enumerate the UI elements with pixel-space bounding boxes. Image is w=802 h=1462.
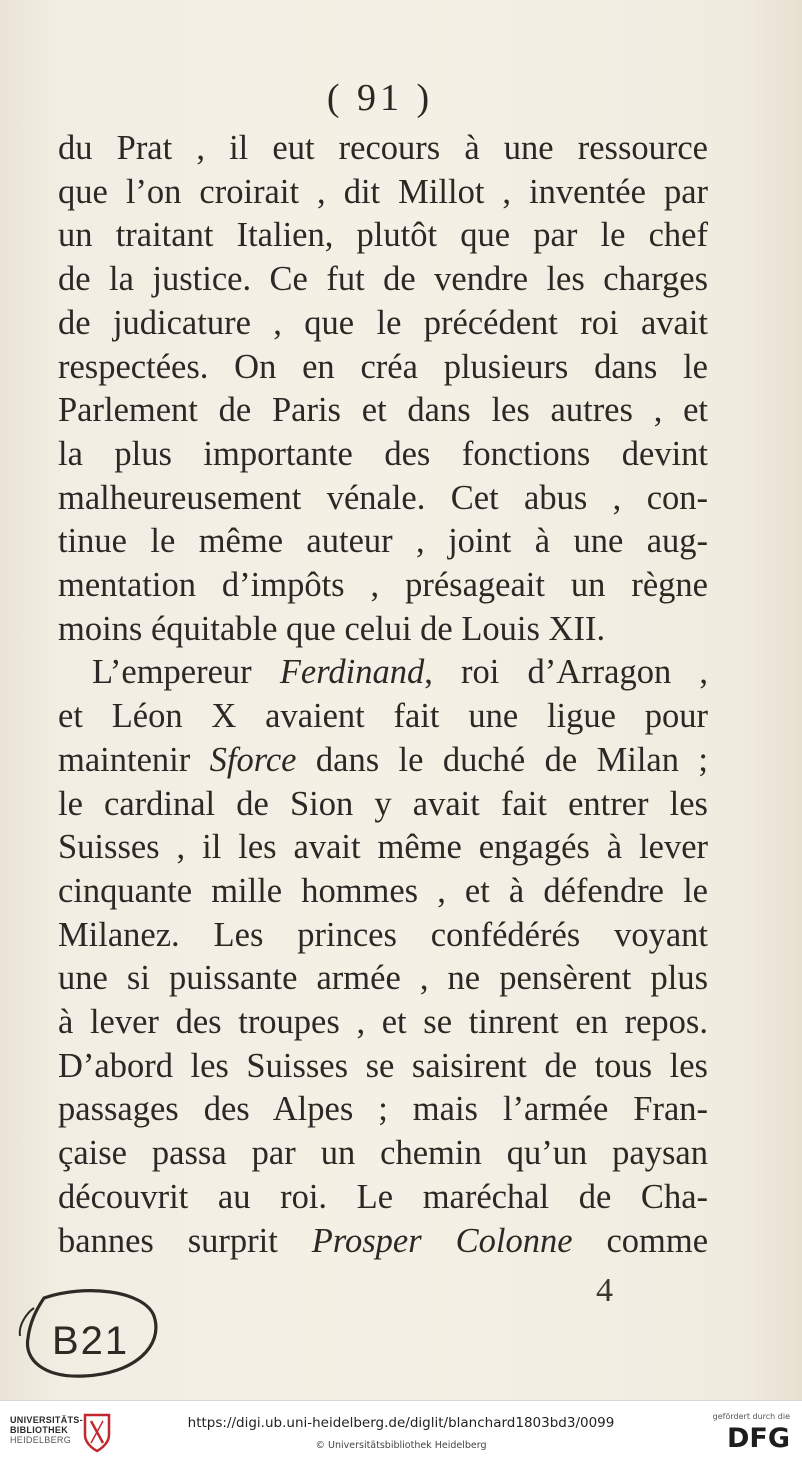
text-line: [58, 1220, 708, 1264]
text-segment: que l’on croirait , dit Millot , inventée par: [58, 172, 708, 211]
text-segment: moins équitable que celui de Louis XII.: [58, 609, 606, 648]
italic-name: Prosper Colonne: [311, 1221, 573, 1260]
funding-note: gefördert durch die: [712, 1412, 790, 1421]
text-segment: comme: [572, 1221, 709, 1260]
text-line: [58, 826, 708, 870]
text-line: [58, 564, 708, 608]
stamp-text: B21: [52, 1319, 130, 1363]
text-line: [58, 127, 708, 171]
text-segment: mentation d’impôts , présageait un règne: [58, 566, 708, 605]
text-line: [58, 302, 708, 346]
text-line: [58, 389, 708, 433]
text-line: [58, 695, 708, 739]
text-segment: , roi d’Arragon ,: [424, 653, 708, 692]
text-line: [58, 783, 708, 827]
text-segment: respectées. On en créa plusieurs dans le: [58, 347, 708, 386]
text-segment: découvrit au roi. Le maréchal de Cha-: [58, 1177, 708, 1216]
text-line: [58, 520, 708, 564]
text-line: [58, 1088, 708, 1132]
library-stamp: [14, 1286, 174, 1382]
viewer-footer: [0, 1400, 802, 1462]
text-line: [58, 477, 708, 521]
text-segment: Milanez. Les princes confédérés voyant: [58, 915, 708, 954]
text-line: [58, 651, 708, 695]
text-segment: Suisses , il les avait même engagés à lever: [58, 828, 708, 867]
text-line: [58, 433, 708, 477]
text-line: [58, 346, 708, 390]
text-line: [58, 171, 708, 215]
copyright-notice: © Universitätsbibliothek Heidelberg: [315, 1440, 487, 1451]
text-line: [58, 957, 708, 1001]
text-segment: bannes surprit: [58, 1221, 312, 1260]
text-segment: D’abord les Suisses se saisirent de tous les: [58, 1046, 708, 1085]
signature-mark: 4: [596, 1272, 613, 1309]
text-line: [58, 608, 708, 652]
text-segment: de judicature , que le précédent roi avait: [58, 303, 708, 342]
text-segment: malheureusement vénale. Cet abus , con-: [58, 478, 708, 517]
italic-name: Ferdinand: [279, 653, 425, 692]
italic-name: Sforce: [209, 740, 297, 779]
text-segment: la plus importante des fonctions devint: [58, 434, 708, 473]
text-segment: une si puissante armée , ne pensèrent plus: [58, 959, 708, 998]
institution-name: UNIVERSITÄTS- BIBLIOTHEK HEIDELBERG: [10, 1415, 83, 1445]
text-segment: un traitant Italien, plutôt que par le chef: [58, 216, 708, 255]
text-segment: çaise passa par un chemin qu’un paysan: [58, 1134, 708, 1173]
text-segment: maintenir: [58, 740, 210, 779]
text-line: [58, 1132, 708, 1176]
text-segment: passages des Alpes ; mais l’armée Fran-: [58, 1090, 708, 1129]
text-line: [58, 1176, 708, 1220]
text-segment: et Léon X avaient fait une ligue pour: [58, 697, 708, 736]
text-line: [58, 914, 708, 958]
text-segment: tinue le même auteur , joint à une aug-: [58, 522, 708, 561]
text-segment: L’empereur: [92, 653, 280, 692]
body-text: [58, 127, 708, 1263]
text-segment: Parlement de Paris et dans les autres , et: [58, 391, 708, 430]
text-segment: du Prat , il eut recours à une ressource: [58, 129, 708, 167]
text-line: [58, 870, 708, 914]
text-segment: à lever des troupes , et se tinrent en repos.: [58, 1003, 708, 1042]
text-line: [58, 1001, 708, 1045]
text-segment: cinquante mille hommes , et à défendre le: [58, 871, 708, 910]
text-line: [58, 739, 708, 783]
dfg-logo: DFG: [726, 1423, 790, 1454]
text-line: [58, 1045, 708, 1089]
permalink-url[interactable]: https://digi.ub.uni-heidelberg.de/diglit/blanchard1803bd3/0099: [187, 1415, 615, 1431]
text-segment: de la justice. Ce fut de vendre les charges: [58, 260, 708, 299]
text-line: [58, 214, 708, 258]
text-segment: le cardinal de Sion y avait fait entrer les: [58, 784, 708, 823]
text-segment: dans le duché de Milan ;: [296, 740, 708, 779]
text-line: [58, 258, 708, 302]
page-number: ( 91 ): [326, 77, 434, 119]
